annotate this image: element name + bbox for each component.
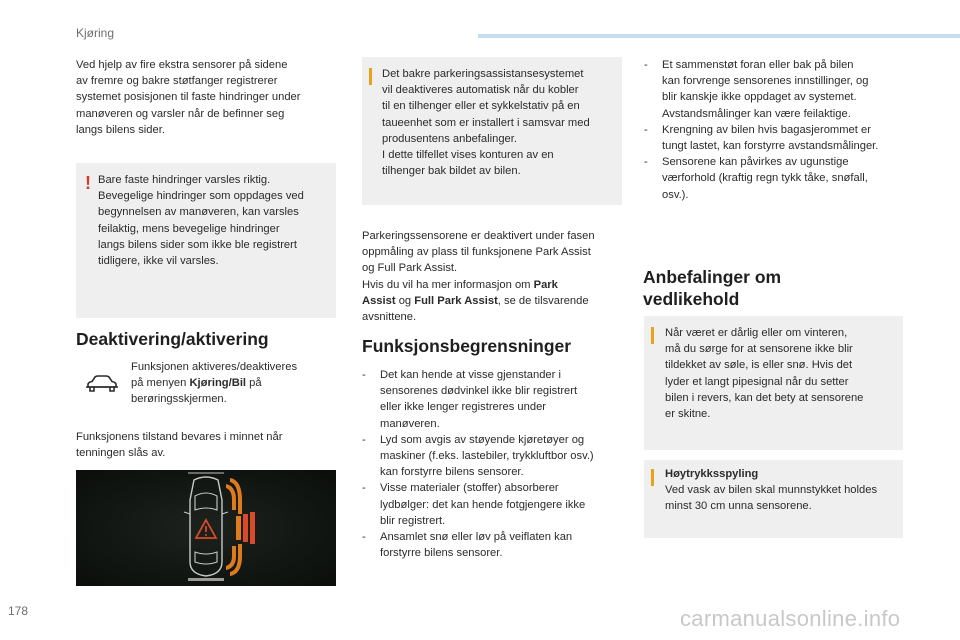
info-icon (651, 327, 654, 344)
list-item: - Krengning av bilen hvis bagasjerommet er tungt lastet, kan forstyrre avstandsmålinger. (644, 123, 879, 153)
list-item: - Sensorene kan påvirkes av ugunstige værforhold (kraftig regn tykk tåke, snøfall, osv.). (644, 156, 868, 201)
park-assist-line (362, 277, 624, 293)
park-assist-text-part: og (395, 294, 415, 307)
list-item: - Det kan hende at visse gjenstander i sensorenes dødvinkel ikke blir registrert eller ikke lenger registreres under manøveren. (362, 369, 578, 430)
list-item: - Et sammenstøt foran eller bak på bilen kan forvrenge sensorenes innstillinger, og blir kanskje ikke oppdaget av systemet. Avstandsmålinger kan være feilaktige. (644, 59, 869, 120)
list-item: - Lyd som avgis av støyende kjøretøyer og maskiner (f.eks. lastebiler, trykkluftbor osv.) kan forstyrre bilens sensorer. (362, 433, 594, 479)
list-item-text: Lyd som avgis av støyende kjøretøyer og maskiner (f.eks. lastebiler, trykkluftbor osv.) kan forstyrre bilens sensorer. (380, 433, 594, 479)
list-item-text: Krengning av bilen hvis bagasjerommet er tungt lastet, kan forstyrre avstandsmålinger. (662, 123, 879, 153)
info-icon (651, 469, 654, 486)
info-box-winter (644, 316, 903, 450)
park-assist-line: avsnittene. (362, 311, 417, 324)
info-box-pressure (644, 460, 903, 538)
limitations-list-2 (644, 57, 910, 203)
bold-park: Park (533, 278, 558, 291)
heading-deaktivering: Deaktivering/aktivering (76, 329, 269, 349)
pressure-title: Høytrykksspyling (665, 468, 759, 480)
list-item-text: Visse materialer (stoffer) absorberer lydbølger: det kan hende fotgjengere ikke blir registrert. (380, 482, 586, 527)
section-title: Kjøring (76, 26, 115, 40)
car-icon (84, 373, 120, 395)
list-item-text: Et sammenstøt foran eller bak på bilen kan forvrenge sensorenes innstillinger, og blir kanskje ikke oppdaget av systemet. Avstandsmålinger kan være feilaktige. (662, 59, 869, 120)
bold-assist: Assist (362, 294, 396, 307)
activation-line: berøringsskjermen. (131, 393, 227, 406)
info-trailer-text: Det bakre parkeringsassistansesystemet vil deaktiveres automatisk når du kobler til en tilhenger eller et sykkelstativ på en taueenhet som er installert i samsvar med produsentens anbefalinger. I dette tilfellet vises konturen av en tilhenger bak bildet av bilen. (382, 68, 590, 178)
warning-text: Bare faste hindringer varsles riktig. Bevegelige hindringer som oppdages ved begynnelsen av manøveren, kan varsles feilaktig, mens bevegelige hindringer langs bilens sider som ikke ble registrert tidligere, ikke vil varsles. (98, 174, 304, 268)
bold-full-park-assist: Full Park Assist (414, 294, 498, 307)
memory-text: Funksjonens tilstand bevares i minnet når tenningen slås av. (76, 431, 283, 460)
list-item-text: Ansamlet snø eller løv på veiflaten kan forstyrre bilens sensorer. (380, 531, 573, 560)
page-number: 178 (8, 604, 29, 618)
pressure-text: Ved vask av bilen skal munnstykket holdes minst 30 cm unna sensorene. (665, 484, 878, 513)
list-item-text: Det kan hende at visse gjenstander i sensorenes dødvinkel ikke blir registrert eller ikke lenger registreres under manøveren. (380, 369, 578, 430)
info-icon (369, 68, 372, 85)
menu-separator: / (228, 377, 232, 390)
limitations-list-1 (362, 367, 624, 561)
park-assist-line (362, 293, 624, 309)
heading-funksjonsbegrensninger: Funksjonsbegrensninger (362, 336, 572, 356)
menu-name-bil: Bil (231, 377, 247, 390)
activation-text-part: på menyen (131, 377, 190, 390)
activation-line (131, 375, 336, 391)
park-assist-text (362, 228, 624, 325)
activation-line: Funksjonen aktiveres/deaktiveres (131, 361, 298, 373)
list-item: - Ansamlet snø eller løv på veiflaten kan forstyrre bilens sensorer. (362, 531, 573, 560)
park-assist-text-part: Hvis du vil ha mer informasjon om (362, 278, 534, 291)
warning-icon: ! (85, 173, 91, 193)
warning-box (76, 163, 336, 318)
intro-text: Ved hjelp av fire ekstra sensorer på sidene av fremre og bakre støtfanger registrerer systemet posisjonen til faste hindringer under manøveren og varsler når de befinner seg langs bilens sider. (76, 59, 301, 136)
list-item-text: Sensorene kan påvirkes av ugunstige værforhold (kraftig regn tykk tåke, snøfall, osv.). (662, 156, 868, 201)
activation-text (131, 359, 336, 408)
list-item: - Visse materialer (stoffer) absorberer lydbølger: det kan hende fotgjengere ikke blir registrert. (362, 482, 586, 527)
sensor-display-image (76, 470, 336, 586)
sensor-display-graphic (76, 470, 336, 586)
activation-text-part: på (246, 377, 262, 390)
park-assist-para: Parkeringssensorene er deaktivert under fasen oppmåling av plass til funksjonene Park Assist og Full Park Assist. (362, 230, 595, 275)
info-box-trailer (362, 57, 622, 205)
watermark: carmanualsonline.info (680, 606, 901, 631)
menu-name-kjoring: Kjøring (189, 377, 229, 390)
heading-anbefalinger: Anbefalinger om vedlikehold (643, 267, 782, 309)
header-bar (478, 34, 960, 38)
park-assist-text-part: , se de tilsvarende (497, 294, 589, 307)
info-winter-text: Når været er dårlig eller om vinteren, må du sørge for at sensorene ikke blir tildekket av søle, is eller snø. Hvis det lyder et langt pipesignal når du setter bilen i revers, kan det bety at sensorene er skitne. (665, 327, 864, 421)
